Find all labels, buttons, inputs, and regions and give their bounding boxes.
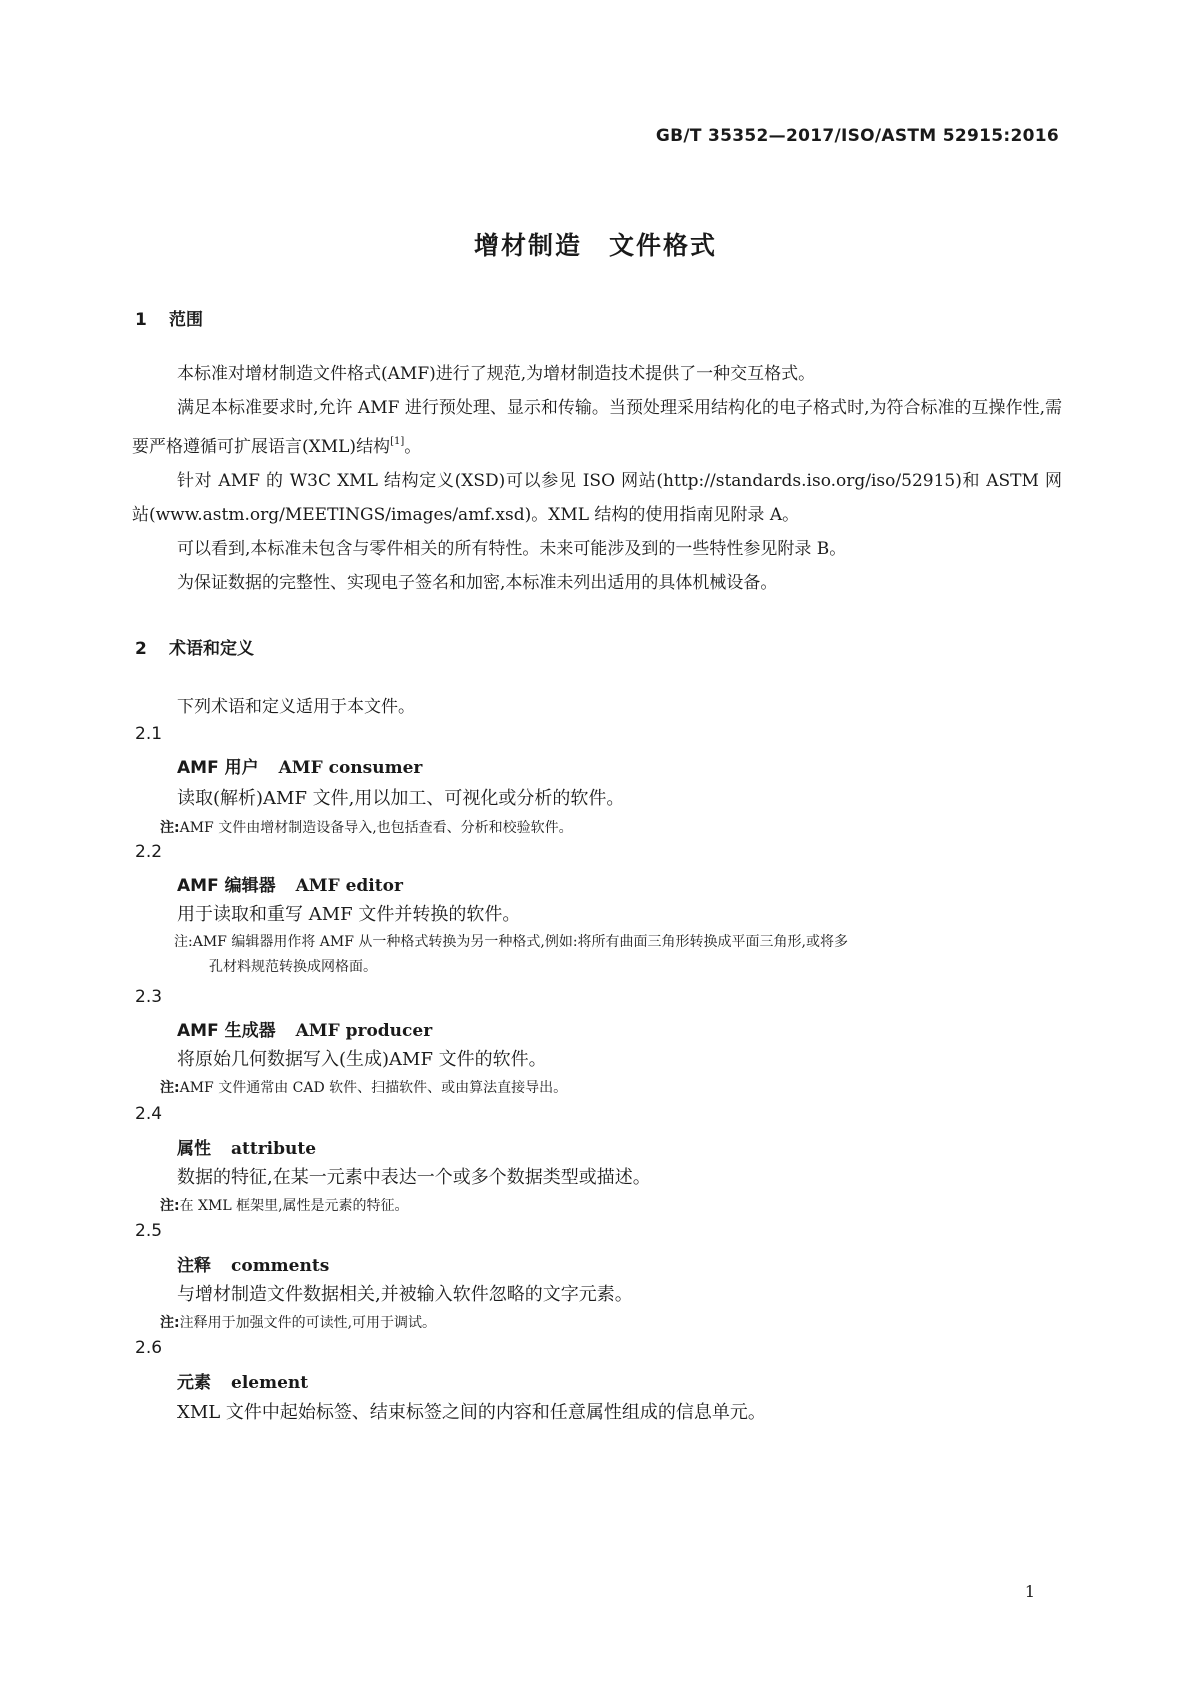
- term-en: AMF consumer: [278, 758, 423, 778]
- term-en: AMF producer: [295, 1021, 433, 1041]
- section-title: 术语和定义: [169, 639, 254, 659]
- note-label: 注:: [160, 1198, 180, 1214]
- term-en: AMF editor: [295, 876, 403, 896]
- note-text: AMF 文件通常由 CAD 软件、扫描软件、或由算法直接导出。: [179, 1080, 568, 1096]
- term-zh: AMF 用户: [177, 758, 259, 778]
- section-2-intro: 下列术语和定义适用于本文件。: [177, 697, 415, 717]
- reference-marker: [1]: [390, 436, 405, 447]
- term-en: comments: [231, 1256, 330, 1276]
- term-number: 2.4: [135, 1104, 163, 1124]
- term-note: [160, 817, 573, 837]
- paragraph: 为保证数据的完整性、实现电子签名和加密,本标准未列出适用的具体机械设备。: [177, 573, 778, 593]
- note-text: 在 XML 框架里,属性是元素的特征。: [179, 1198, 409, 1214]
- term-number: 2.6: [135, 1338, 163, 1358]
- term-heading: [177, 1368, 308, 1393]
- page-number: 1: [1024, 1582, 1035, 1601]
- term-zh: 元素: [177, 1373, 211, 1393]
- section-number: 1: [135, 310, 147, 330]
- term-note: [160, 1312, 436, 1332]
- term-number: 2.1: [135, 724, 163, 744]
- section-1-heading: [135, 305, 203, 330]
- term-definition: 与增材制造文件数据相关,并被输入软件忽略的文字元素。: [177, 1284, 633, 1305]
- note-text: 注释用于加强文件的可读性,可用于调试。: [179, 1315, 437, 1331]
- term-definition: 数据的特征,在某一元素中表达一个或多个数据类型或描述。: [177, 1167, 651, 1188]
- term-heading: [177, 1134, 316, 1159]
- term-definition: 读取(解析)AMF 文件,用以加工、可视化或分析的软件。: [177, 788, 625, 809]
- term-zh: 注释: [177, 1256, 211, 1276]
- term-note: [160, 1077, 567, 1097]
- term-definition: 用于读取和重写 AMF 文件并转换的软件。: [177, 904, 521, 925]
- note-label: 注:: [160, 1080, 180, 1096]
- paragraph: 本标准对增材制造文件格式(AMF)进行了规范,为增材制造技术提供了一种交互格式。: [177, 364, 816, 384]
- term-number: 2.5: [135, 1221, 163, 1241]
- note-text: AMF 文件由增材制造设备导入,也包括查看、分析和校验软件。: [179, 820, 573, 836]
- section-2-heading: [135, 634, 254, 659]
- section-1-body: [132, 357, 1062, 600]
- term-zh: 属性: [177, 1139, 211, 1159]
- term-definition: XML 文件中起始标签、结束标签之间的内容和任意属性组成的信息单元。: [177, 1402, 766, 1423]
- term-definition: 将原始几何数据写入(生成)AMF 文件的软件。: [177, 1049, 547, 1070]
- term-heading: [177, 753, 422, 778]
- term-note: [160, 1195, 409, 1215]
- paragraph-end: 。: [404, 437, 422, 457]
- term-heading: [177, 1016, 432, 1041]
- paragraph: 针对 AMF 的 W3C XML 结构定义(XSD)可以参见 ISO 网站(http://standards.iso.org/iso/52915)和 ASTM 网站(www.astm.org/MEETINGS/images/amf.xsd)。XML 结构的使用指南见附录 A。: [132, 471, 1062, 525]
- term-zh: AMF 生成器: [177, 1021, 276, 1041]
- term-note: [174, 930, 1069, 980]
- document-title: 增材制造 文件格式: [473, 231, 717, 260]
- term-zh: AMF 编辑器: [177, 876, 276, 896]
- term-number: 2.2: [135, 842, 163, 862]
- term-heading: [177, 871, 403, 896]
- section-title: 范围: [169, 310, 203, 330]
- term-heading: [177, 1251, 329, 1276]
- note-label: 注:: [160, 820, 180, 836]
- term-en: element: [231, 1373, 309, 1393]
- note-label: 注:: [160, 1315, 180, 1331]
- term-number: 2.3: [135, 987, 163, 1007]
- term-en: attribute: [231, 1139, 317, 1159]
- note-text: AMF 编辑器用作将 AMF 从一种格式转换为另一种格式,例如:将所有曲面三角形转换成平面三角形,或将多: [192, 934, 849, 950]
- standard-code: GB/T 35352—2017/ISO/ASTM 52915:2016: [655, 126, 1059, 146]
- paragraph: [132, 391, 1062, 464]
- note-text-continued: 孔材料规范转换成网格面。: [209, 959, 377, 975]
- paragraph: 可以看到,本标准未包含与零件相关的所有特性。未来可能涉及到的一些特性参见附录 B。: [177, 539, 847, 559]
- paragraph-text: 满足本标准要求时,允许 AMF 进行预处理、显示和传输。当预处理采用结构化的电子格式时,为符合标准的互操作性,需要严格遵循可扩展语言(XML)结构: [132, 398, 1062, 457]
- section-number: 2: [135, 639, 147, 659]
- note-label: 注:: [174, 934, 193, 950]
